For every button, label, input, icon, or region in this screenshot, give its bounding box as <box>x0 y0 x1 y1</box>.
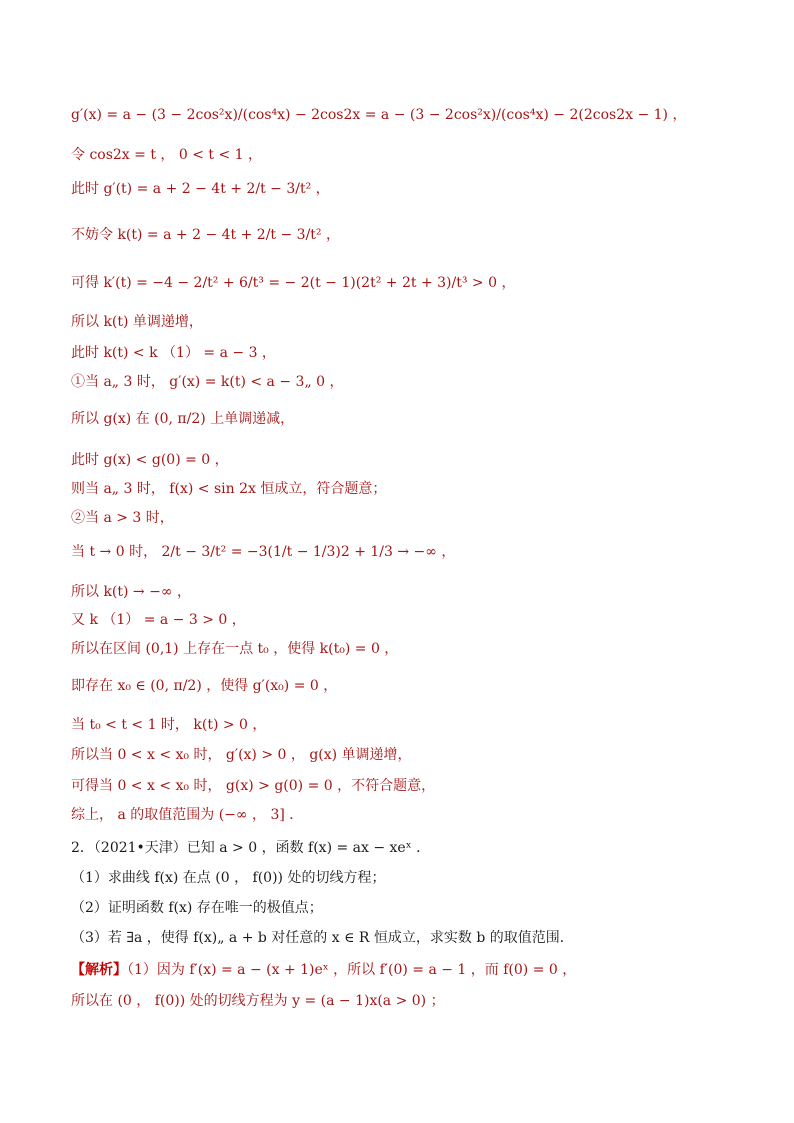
conclusion-line: 综上， a 的取值范围为 (−∞ ， 3] ． <box>71 807 304 823</box>
problem-2-part-3: （3）若 ∃a ，使得 f(x)„ a + b 对任意的 x ∈ R 恒成立，求实数 b 的取值范围． <box>71 930 574 946</box>
case-2-line: ②当 a > 3 时， <box>71 510 174 526</box>
g-of-t-line: 此时 g′(t) = a + 2 − 4t + 2/t − 3/t² ， <box>71 181 330 197</box>
case-1-conclusion: 则当 a„ 3 时， f(x) < sin 2x 恒成立，符合题意； <box>71 481 387 497</box>
k-positive-line: 当 t₀ < t < 1 时， k(t) > 0 ， <box>71 717 267 733</box>
analysis-text-1: （1）因为 f′(x) = a − (x + 1)eˣ ，所以 f′(0) = a − 1 ，而 f(0) = 0 ， <box>127 962 577 978</box>
k-bound-line: 此时 k(t) < k （1） = a − 3 ， <box>71 345 276 361</box>
analysis-line-2: 所以在 (0 ， f(0)) 处的切线方程为 y = (a − 1)x(a > 0) ； <box>71 993 445 1009</box>
derivative-g-formula: g′(x) = a − (3 − 2cos²x)/(cos⁴x) − 2cos2x = a − (3 − 2cos²x)/(cos⁴x) − 2(2cos2x − 1) ， <box>71 107 687 123</box>
analysis-line-1 <box>71 961 576 979</box>
problem-2-stem: 2．（2021•天津）已知 a > 0 ，函数 f(x) = ax − xeˣ ． <box>71 840 431 856</box>
g-decreasing-line: 所以 g(x) 在 (0, π/2) 上单调递减， <box>71 411 295 427</box>
case-1-line: ①当 a„ 3 时， g′(x) = k(t) < a − 3„ 0 ， <box>71 374 344 390</box>
limit-line: 当 t → 0 时， 2/t − 3/t² = −3(1/t − 1/3)2 + 1/3 → −∞ ， <box>71 544 456 560</box>
g-increasing-line: 所以当 0 < x < x₀ 时， g′(x) > 0 ， g(x) 单调递增， <box>71 747 412 763</box>
k-increasing-line: 所以 k(t) 单调递增， <box>71 314 203 330</box>
k-at-one-line: 又 k （1） = a − 3 > 0 ， <box>71 612 246 628</box>
k-limit-line: 所以 k(t) → −∞ ， <box>71 584 191 600</box>
contradiction-line: 可得当 0 < x < x₀ 时， g(x) > g(0) = 0 ，不符合题意， <box>71 778 436 794</box>
problem-2-part-1: （1）求曲线 f(x) 在点 (0 ， f(0)) 处的切线方程； <box>71 870 386 886</box>
define-k-line: 不妨令 k(t) = a + 2 − 4t + 2/t − 3/t² ， <box>71 227 340 243</box>
zero-exists-line: 所以在区间 (0,1) 上存在一点 t₀ ，使得 k(t₀) = 0 ， <box>71 641 399 657</box>
g-bound-line: 此时 g(x) < g(0) = 0 ， <box>71 452 229 468</box>
substitution-line: 令 cos2x = t ， 0 < t < 1 ， <box>71 147 263 163</box>
problem-2-part-2: （2）证明函数 f(x) 存在唯一的极值点； <box>71 900 323 916</box>
k-derivative-line: 可得 k′(t) = −4 − 2/t² + 6/t³ = − 2(t − 1)(2t² + 2t + 3)/t³ > 0 ， <box>71 275 516 291</box>
analysis-tag: 【解析】 <box>71 962 127 978</box>
x0-exists-line: 即存在 x₀ ∈ (0, π/2) ，使得 g′(x₀) = 0 ， <box>71 678 338 694</box>
